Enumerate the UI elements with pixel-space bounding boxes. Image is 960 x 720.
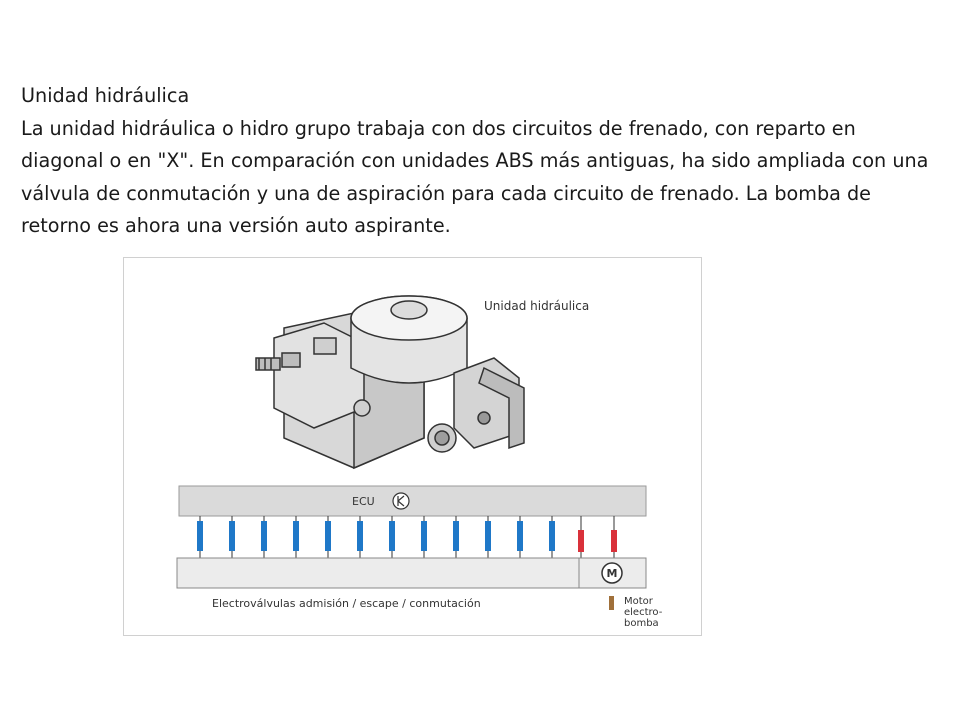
valve-block xyxy=(177,558,579,588)
motor-label xyxy=(624,596,666,629)
valve-coil xyxy=(389,521,395,551)
valve-coil xyxy=(517,521,523,551)
figure-drawing xyxy=(124,258,701,635)
hydraulic-unit-figure xyxy=(123,257,702,636)
ecu-label: ECU xyxy=(352,495,375,508)
valve-coil xyxy=(549,521,555,551)
motor-lead xyxy=(609,596,614,610)
slide-title: Unidad hidráulica xyxy=(21,84,190,107)
motor-label-line-1: Motor xyxy=(624,596,653,607)
slide-body: La unidad hidráulica o hidro grupo trabaja con dos circuitos de frenado, con reparto en diagonal o en "X". En comparación con unidades ABS más antiguas, ha sido ampliada con una válvula de conmutación y una de aspiración para cada circuito de frenado. La bomba de retorno es ahora una versión auto aspirante. xyxy=(21,116,929,237)
valve-coil xyxy=(421,521,427,551)
motor-label-line-2: electro- xyxy=(624,607,663,618)
valve-coil xyxy=(357,521,363,551)
valve-coil xyxy=(293,521,299,551)
valve-coil xyxy=(229,521,235,551)
valves-label: Electroválvulas admisión / escape / conmutación xyxy=(212,597,481,610)
valve-coil xyxy=(453,521,459,551)
motor-label-line-3: bomba xyxy=(624,618,659,629)
motor-wire-coil xyxy=(578,530,584,552)
hydraulic-unit-illustration xyxy=(256,296,524,468)
ecu-bar xyxy=(179,486,646,516)
valve-coil xyxy=(485,521,491,551)
ecu-transistor-icon xyxy=(393,493,409,509)
motor-symbol: M xyxy=(606,567,618,580)
unit-label: Unidad hidráulica xyxy=(484,299,590,313)
valve-coil xyxy=(261,521,267,551)
slide-text xyxy=(21,80,941,243)
valve-coil xyxy=(197,521,203,551)
valve-coil xyxy=(325,521,331,551)
motor-wire-coil xyxy=(611,530,617,552)
motor-icon xyxy=(602,563,622,583)
